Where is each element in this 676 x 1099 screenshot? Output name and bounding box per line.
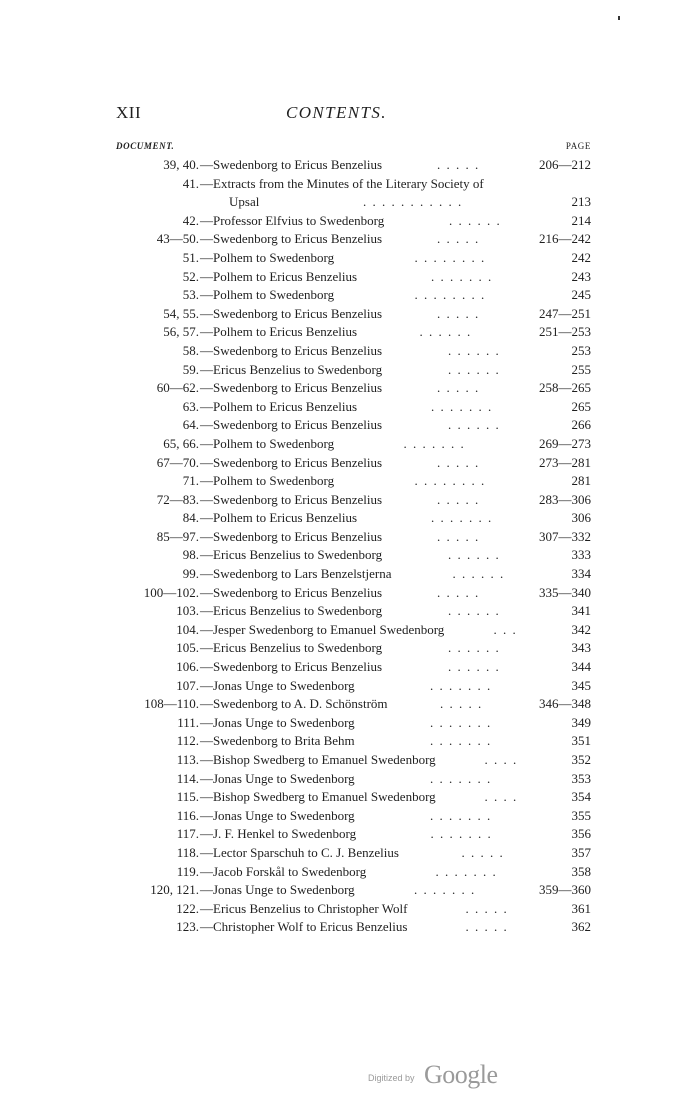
toc-entry — [116, 435, 591, 454]
document-title: —Jonas Unge to Swedenborg — [200, 770, 355, 786]
document-number: 114. — [176, 770, 199, 786]
dot-leader: . . . . . . . — [431, 510, 492, 526]
toc-entry — [116, 342, 591, 361]
document-title: —Swedenborg to Ericus Benzelius — [200, 380, 383, 396]
page-reference: 266 — [571, 417, 591, 433]
toc-entry — [116, 732, 591, 751]
dot-leader: . . . . . . — [448, 547, 499, 563]
dot-leader: . . . . . . . . — [414, 473, 485, 489]
document-number: 54, 55. — [163, 305, 199, 321]
page-reference: 351 — [571, 733, 591, 749]
toc-entry — [116, 695, 591, 714]
document-number: 85—97. — [156, 528, 199, 544]
document-title: —Christopher Wolf to Ericus Benzelius — [200, 919, 408, 935]
document-number: 59. — [182, 361, 199, 377]
document-title: —Swedenborg to Ericus Benzelius — [200, 305, 383, 321]
dot-leader: . . . . — [484, 752, 517, 767]
dot-leader: . . . . . . . — [430, 714, 491, 730]
dot-leader: . . . . . . . — [435, 863, 496, 879]
table-of-contents — [116, 156, 591, 937]
document-title: —Jacob Forskål to Swedenborg — [200, 863, 367, 879]
toc-entry — [116, 472, 591, 491]
document-number: 113. — [176, 752, 199, 767]
dot-leader: . . . . . . — [448, 417, 499, 433]
page-reference: 216—242 — [539, 231, 591, 247]
dot-leader: . . . . . — [437, 380, 479, 396]
dot-leader: . . . . . . . . — [414, 287, 485, 303]
page-reference: 356 — [571, 826, 591, 842]
document-title: —Polhem to Swedenborg — [200, 249, 335, 265]
dot-leader: . . . . . . . — [430, 826, 491, 842]
dot-leader: . . . . . — [437, 528, 479, 544]
document-number: 51. — [182, 249, 199, 265]
page-reference: 265 — [571, 398, 591, 414]
page-reference: 357 — [571, 844, 591, 860]
document-number: 108—110. — [144, 696, 199, 712]
document-title: —Ericus Benzelius to Swedenborg — [200, 640, 383, 656]
document-number: 105. — [176, 640, 199, 656]
toc-entry — [116, 212, 591, 231]
digitized-watermark — [368, 1060, 518, 1090]
toc-entry — [116, 770, 591, 789]
page-reference: 214 — [571, 212, 591, 228]
toc-entry — [116, 286, 591, 305]
dot-leader: . . . . . . . . . . . — [363, 194, 462, 210]
dot-leader: . . . . . — [437, 305, 479, 321]
dot-leader: . . . . . — [465, 919, 507, 935]
toc-entry — [116, 323, 591, 342]
document-number: 118. — [176, 844, 199, 860]
toc-entry — [116, 379, 591, 398]
document-number: 111. — [177, 714, 199, 730]
toc-entry — [116, 621, 591, 640]
toc-entry — [116, 361, 591, 380]
running-title: CONTENTS. — [286, 103, 387, 122]
document-title: —Ericus Benzelius to Swedenborg — [200, 603, 383, 619]
dot-leader: . . . . . . . — [431, 268, 492, 284]
column-headings — [116, 141, 591, 155]
document-number: 98. — [182, 547, 199, 563]
page-reference: 342 — [571, 621, 591, 637]
toc-entry — [116, 677, 591, 696]
document-number: 43—50. — [156, 231, 199, 247]
toc-entry — [116, 175, 591, 194]
page-reference: 273—281 — [539, 454, 591, 470]
page-reference: 344 — [571, 659, 591, 675]
dot-leader: . . . . . — [437, 231, 479, 247]
document-title: —Polhem to Ericus Benzelius — [200, 268, 358, 284]
document-number: 119. — [176, 863, 199, 879]
document-number: 52. — [182, 268, 199, 284]
dot-leader: . . . . . . — [448, 342, 499, 358]
document-title: —Ericus Benzelius to Christopher Wolf — [200, 900, 408, 916]
dot-leader: . . . . . . — [419, 324, 471, 340]
watermark-prefix: Digitized by — [368, 1073, 415, 1083]
toc-entry — [116, 602, 591, 621]
document-number: 100—102. — [143, 584, 199, 600]
dot-leader: . . . . . . — [452, 566, 504, 582]
document-title: —Swedenborg to Lars Benzelstjerna — [200, 566, 392, 582]
toc-entry — [116, 844, 591, 863]
page-number: XII — [116, 103, 142, 122]
document-number: 71. — [182, 473, 199, 489]
toc-entry — [116, 249, 591, 268]
document-title: —Ericus Benzelius to Swedenborg — [200, 547, 383, 563]
document-number: 64. — [182, 417, 199, 433]
dot-leader: . . . . . — [437, 157, 479, 172]
document-title: —Polhem to Ericus Benzelius — [200, 398, 358, 414]
toc-entry — [116, 454, 591, 473]
dot-leader: . . . . . — [440, 696, 482, 712]
toc-entry — [116, 863, 591, 882]
toc-entry — [116, 881, 591, 900]
document-title: —Bishop Swedberg to Emanuel Swedenborg — [200, 752, 436, 767]
toc-entry — [116, 509, 591, 528]
document-number: 120, 121. — [150, 882, 199, 898]
document-number: 58. — [182, 342, 199, 358]
dot-leader: . . . — [493, 621, 516, 637]
toc-entry — [116, 584, 591, 603]
page-reference: 343 — [571, 640, 591, 656]
toc-entry — [116, 639, 591, 658]
page-reference: 242 — [571, 249, 591, 265]
page-reference: 349 — [571, 714, 591, 730]
document-number: 41. — [182, 175, 199, 191]
toc-entry — [116, 565, 591, 584]
dot-leader: . . . . . . . — [430, 770, 491, 786]
page-reference: 213 — [571, 194, 591, 210]
document-number: 104. — [176, 621, 199, 637]
document-title: —Swedenborg to Ericus Benzelius — [200, 454, 383, 470]
document-title: —Swedenborg to Ericus Benzelius — [200, 659, 383, 675]
page-reference: 253 — [571, 342, 591, 358]
dot-leader: . . . . . . . — [403, 435, 464, 451]
page-reference: 269—273 — [539, 435, 591, 451]
dot-leader: . . . . . . — [448, 659, 499, 675]
document-title: —Swedenborg to Ericus Benzelius — [200, 528, 383, 544]
document-title: —Swedenborg to Ericus Benzelius — [200, 491, 383, 507]
document-number: 53. — [182, 287, 199, 303]
document-number: 103. — [176, 603, 199, 619]
page-reference: 307—332 — [539, 528, 591, 544]
page-reference: 346—348 — [539, 696, 591, 712]
document-title: —Polhem to Swedenborg — [200, 473, 335, 489]
document-title: —Swedenborg to Ericus Benzelius — [200, 231, 383, 247]
page-reference: 345 — [571, 677, 591, 693]
toc-entry — [116, 193, 591, 212]
document-title: —Swedenborg to A. D. Schönström — [200, 696, 388, 712]
toc-entry — [116, 658, 591, 677]
toc-entry — [116, 788, 591, 807]
document-title: —Jonas Unge to Swedenborg — [200, 714, 355, 730]
page-reference: 353 — [571, 770, 591, 786]
watermark-brand: Google — [424, 1060, 498, 1089]
page-header — [116, 103, 602, 127]
document-number: 60—62. — [156, 380, 199, 396]
page-reference: 283—306 — [539, 491, 591, 507]
document-title: —Jonas Unge to Swedenborg — [200, 807, 355, 823]
dot-leader: . . . . . . . — [431, 398, 492, 414]
document-number: 116. — [176, 807, 199, 823]
document-title: —Swedenborg to Ericus Benzelius — [200, 584, 383, 600]
document-title: —Swedenborg to Ericus Benzelius — [200, 157, 383, 172]
page-reference: 358 — [571, 863, 591, 879]
toc-entry — [116, 825, 591, 844]
document-title: —Polhem to Swedenborg — [200, 435, 335, 451]
document-title: —Bishop Swedberg to Emanuel Swedenborg — [200, 789, 436, 805]
page-reference: 306 — [571, 510, 591, 526]
document-number: 72—83. — [156, 491, 199, 507]
document-title: —Ericus Benzelius to Swedenborg — [200, 361, 383, 377]
toc-entry — [116, 398, 591, 417]
dot-leader: . . . . . . — [448, 640, 499, 656]
dot-leader: . . . . . . — [448, 603, 499, 619]
toc-entry — [116, 918, 591, 937]
document-title: —J. F. Henkel to Swedenborg — [200, 826, 357, 842]
document-title: —Swedenborg to Brita Behm — [200, 733, 355, 749]
page-reference: 361 — [571, 900, 591, 916]
page-reference: 362 — [571, 919, 591, 935]
document-title: —Swedenborg to Ericus Benzelius — [200, 417, 383, 433]
document-number: 117. — [176, 826, 199, 842]
page-reference: 258—265 — [539, 380, 591, 396]
document-title: —Jesper Swedenborg to Emanuel Swedenborg — [200, 621, 445, 637]
toc-entry — [116, 156, 591, 175]
dot-leader: . . . . . . . — [414, 882, 475, 898]
dot-leader: . . . . . . . — [430, 733, 491, 749]
document-number: 106. — [176, 659, 199, 675]
page-reference: 335—340 — [539, 584, 591, 600]
dot-leader: . . . . . . . . — [414, 249, 485, 265]
document-title: —Swedenborg to Ericus Benzelius — [200, 342, 383, 358]
document-number: 42. — [182, 212, 199, 228]
document-title: —Polhem to Ericus Benzelius — [200, 324, 358, 340]
dot-leader: . . . . — [484, 789, 517, 805]
document-title: —Jonas Unge to Swedenborg — [200, 882, 355, 898]
toc-entry — [116, 751, 591, 770]
page-reference: 243 — [571, 268, 591, 284]
page-reference: 206—212 — [539, 157, 591, 172]
document-number: 123. — [176, 919, 199, 935]
toc-entry — [116, 305, 591, 324]
toc-entry — [116, 900, 591, 919]
document-number: 39, 40. — [163, 157, 199, 172]
page-reference: 281 — [571, 473, 591, 489]
dot-leader: . . . . . — [437, 491, 479, 507]
document-title: —Professor Elfvius to Swedenborg — [200, 212, 385, 228]
page-column-heading: PAGE — [565, 141, 591, 151]
dot-leader: . . . . . . — [448, 361, 499, 377]
document-title: —Polhem to Swedenborg — [200, 287, 335, 303]
dot-leader: . . . . . . — [449, 212, 500, 228]
toc-entry — [116, 268, 591, 287]
toc-entry — [116, 416, 591, 435]
document-number: 122. — [176, 900, 199, 916]
document-number: 107. — [176, 677, 199, 693]
toc-entry — [116, 491, 591, 510]
page-reference: 255 — [571, 361, 591, 377]
stray-ink-mark — [618, 16, 620, 20]
toc-entry — [116, 714, 591, 733]
document-title: Upsal — [229, 194, 260, 210]
document-number: 115. — [176, 789, 199, 805]
toc-entry — [116, 546, 591, 565]
page-reference: 333 — [571, 547, 591, 563]
document-number: 84. — [182, 510, 199, 526]
toc-entry — [116, 528, 591, 547]
document-number: 65, 66. — [163, 435, 199, 451]
document-title: —Lector Sparschuh to C. J. Benzelius — [200, 844, 399, 860]
toc-entry — [116, 230, 591, 249]
dot-leader: . . . . . . . — [430, 677, 491, 693]
dot-leader: . . . . . — [465, 900, 507, 916]
document-number: 112. — [176, 733, 199, 749]
dot-leader: . . . . . — [437, 454, 479, 470]
page-reference: 352 — [571, 752, 591, 767]
page-reference: 334 — [571, 566, 591, 582]
document-title: —Extracts from the Minutes of the Literary Society of — [200, 175, 484, 191]
page-reference: 251—253 — [539, 324, 591, 340]
document-number: 67—70. — [156, 454, 199, 470]
dot-leader: . . . . . — [437, 584, 479, 600]
page-reference: 341 — [571, 603, 591, 619]
page-reference: 354 — [571, 789, 591, 805]
page-reference: 355 — [571, 807, 591, 823]
document-column-heading: DOCUMENT. — [116, 141, 175, 151]
document-title: —Polhem to Ericus Benzelius — [200, 510, 358, 526]
document-number: 99. — [182, 566, 199, 582]
page-reference: 359—360 — [539, 882, 591, 898]
document-number: 56, 57. — [163, 324, 199, 340]
dot-leader: . . . . . . . — [430, 807, 491, 823]
dot-leader: . . . . . — [461, 844, 503, 860]
page-reference: 247—251 — [539, 305, 591, 321]
toc-entry — [116, 807, 591, 826]
document-title: —Jonas Unge to Swedenborg — [200, 677, 355, 693]
page-reference: 245 — [571, 287, 591, 303]
document-number: 63. — [182, 398, 199, 414]
